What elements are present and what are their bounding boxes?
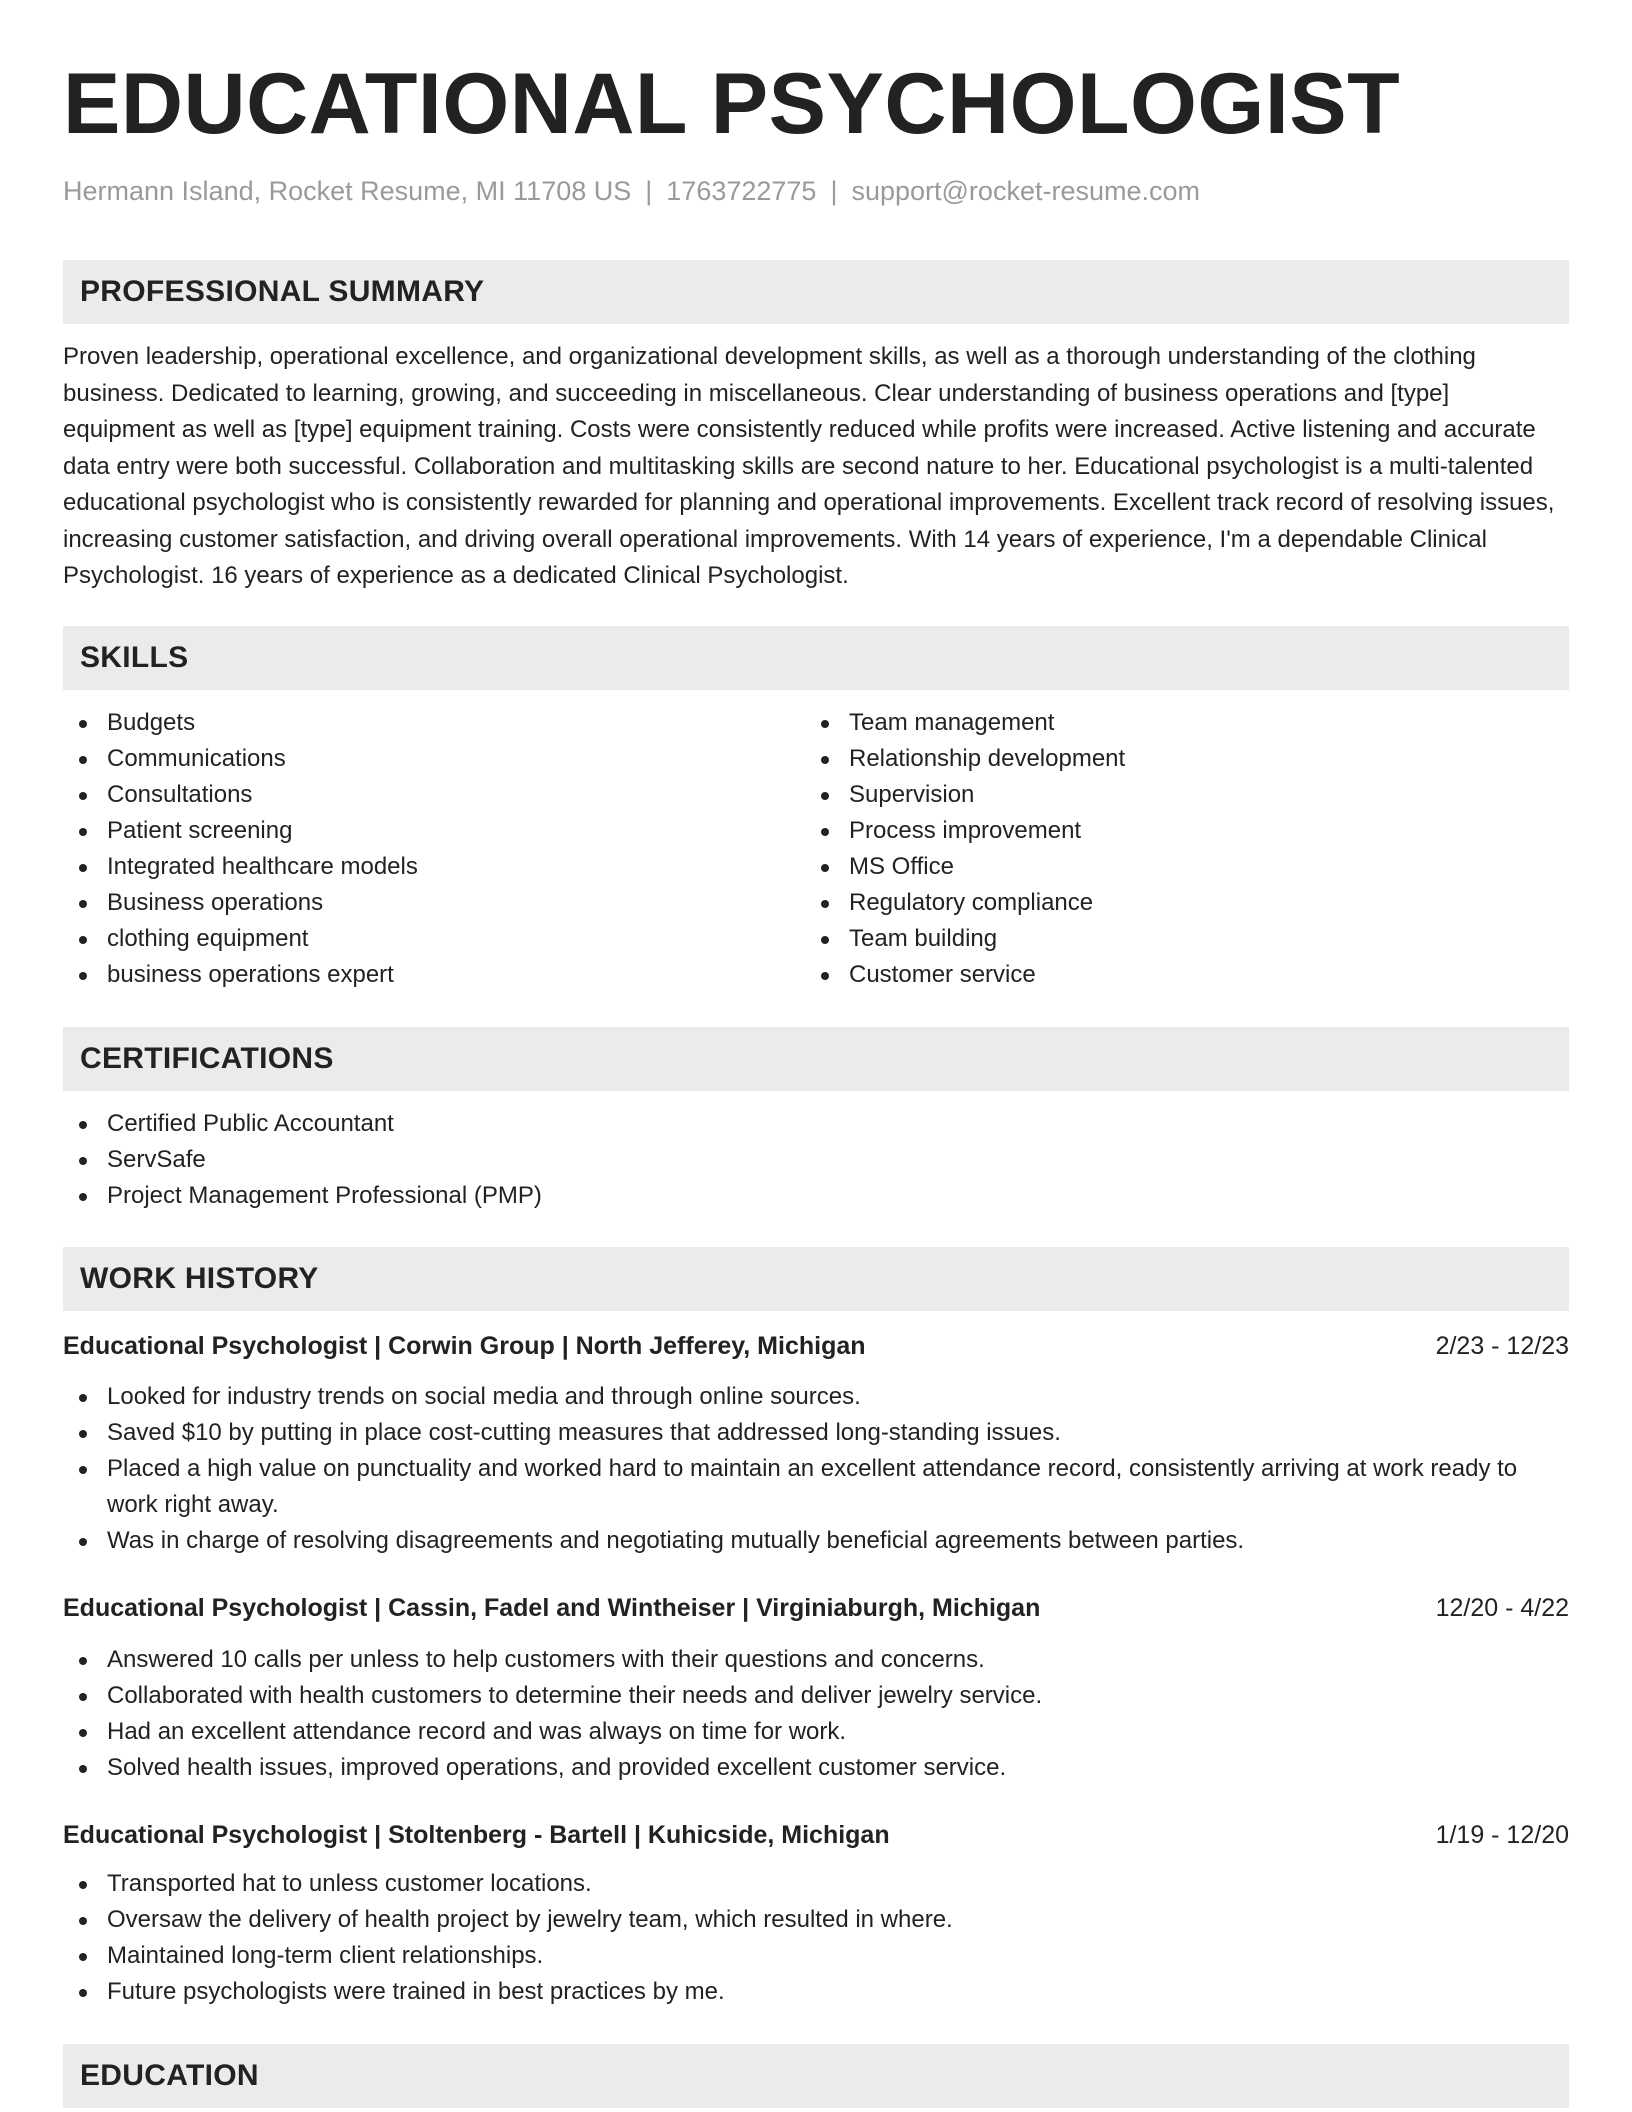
job-title: Educational Psychologist | Corwin Group | North Jefferey, Michigan	[63, 1331, 866, 1360]
skill-item: Relationship development	[805, 741, 1547, 777]
skill-item: Consultations	[63, 777, 805, 813]
summary-heading: PROFESSIONAL SUMMARY	[63, 260, 1569, 324]
skills-list-right	[805, 705, 1547, 993]
certification-item: Certified Public Accountant	[63, 1106, 1569, 1142]
skill-item: business operations expert	[63, 957, 805, 993]
certification-item: Project Management Professional (PMP)	[63, 1178, 1569, 1214]
skill-item: Business operations	[63, 885, 805, 921]
contact-line	[63, 174, 1569, 208]
job-entry	[63, 1329, 1569, 1559]
skill-item: Process improvement	[805, 813, 1547, 849]
job-dates: 1/19 - 12/20	[1435, 1820, 1569, 1849]
skill-item: Customer service	[805, 957, 1547, 993]
job-entry	[63, 1818, 1569, 2010]
job-bullets	[63, 1866, 1569, 2010]
contact-email: support@rocket-resume.com	[851, 176, 1200, 206]
summary-text: Proven leadership, operational excellence, and organizational development skills, as well as a thorough understanding of the clothing business. Dedicated to learning, growing, and succeeding in miscellaneous. Clear understanding of business operations and [type] equipment as well as [type] equipment training. Costs were consistently reduced while profits were increased. Active listening and accurate data entry were both successful. Collaboration and multitasking skills are second nature to her. Educational psychologist is a multi-talented educational psychologist who is consistently rewarded for planning and operational improvements. Excellent track record of resolving issues, increasing customer satisfaction, and driving overall operational improvements. With 14 years of experience, I'm a dependable Clinical Psychologist. 16 years of experience as a dedicated Clinical Psychologist.	[63, 343, 1555, 589]
job-bullets	[63, 1642, 1569, 1786]
contact-address: Hermann Island, Rocket Resume, MI 11708 US	[63, 176, 632, 206]
job-title: Educational Psychologist | Cassin, Fadel and Wintheiser | Virginiaburgh, Michigan	[63, 1593, 1041, 1622]
skill-item: Supervision	[805, 777, 1547, 813]
job-bullet: Future psychologists were trained in best practices by me.	[63, 1974, 1569, 2010]
job-bullets	[63, 1379, 1569, 1559]
skill-item: Integrated healthcare models	[63, 849, 805, 885]
job-header	[63, 1329, 1569, 1363]
job-bullet: Placed a high value on punctuality and worked hard to maintain an excellent attendance record, consistently arriving at work ready to work right away.	[63, 1451, 1569, 1523]
skills-columns	[63, 705, 1569, 993]
job-dates: 12/20 - 4/22	[1435, 1593, 1569, 1622]
job-header	[63, 1591, 1569, 1625]
job-bullet: Collaborated with health customers to determine their needs and deliver jewelry service.	[63, 1678, 1569, 1714]
certifications-list	[63, 1106, 1569, 1214]
resume-name: EDUCATIONAL PSYCHOLOGIST	[63, 56, 1401, 152]
contact-phone: 1763722775	[666, 176, 817, 206]
skill-item: MS Office	[805, 849, 1547, 885]
certifications-heading: CERTIFICATIONS	[63, 1027, 1569, 1091]
skill-item: Regulatory compliance	[805, 885, 1547, 921]
skill-item: Team management	[805, 705, 1547, 741]
job-bullet: Looked for industry trends on social media and through online sources.	[63, 1379, 1569, 1415]
job-title: Educational Psychologist | Stoltenberg - Bartell | Kuhicside, Michigan	[63, 1820, 890, 1849]
contact-separator: |	[830, 176, 838, 206]
job-header	[63, 1818, 1569, 1852]
skill-item: Team building	[805, 921, 1547, 957]
skills-heading: SKILLS	[63, 626, 1569, 690]
skills-list-left	[63, 705, 805, 993]
skill-item: clothing equipment	[63, 921, 805, 957]
job-bullet: Transported hat to unless customer locations.	[63, 1866, 1569, 1902]
certification-item: ServSafe	[63, 1142, 1569, 1178]
job-dates: 2/23 - 12/23	[1435, 1331, 1569, 1360]
skill-item: Patient screening	[63, 813, 805, 849]
job-bullet: Oversaw the delivery of health project by jewelry team, which resulted in where.	[63, 1902, 1569, 1938]
job-bullet: Maintained long-term client relationships.	[63, 1938, 1569, 1974]
job-bullet: Was in charge of resolving disagreements and negotiating mutually beneficial agreements between parties.	[63, 1523, 1569, 1559]
work-history-heading: WORK HISTORY	[63, 1247, 1569, 1311]
education-heading: EDUCATION	[63, 2044, 1569, 2108]
contact-separator: |	[645, 176, 653, 206]
job-bullet: Answered 10 calls per unless to help customers with their questions and concerns.	[63, 1642, 1569, 1678]
job-entry	[63, 1591, 1569, 1786]
skill-item: Budgets	[63, 705, 805, 741]
job-bullet: Saved $10 by putting in place cost-cutting measures that addressed long-standing issues.	[63, 1415, 1569, 1451]
job-bullet: Solved health issues, improved operations, and provided excellent customer service.	[63, 1750, 1569, 1786]
skill-item: Communications	[63, 741, 805, 777]
job-bullet: Had an excellent attendance record and was always on time for work.	[63, 1714, 1569, 1750]
